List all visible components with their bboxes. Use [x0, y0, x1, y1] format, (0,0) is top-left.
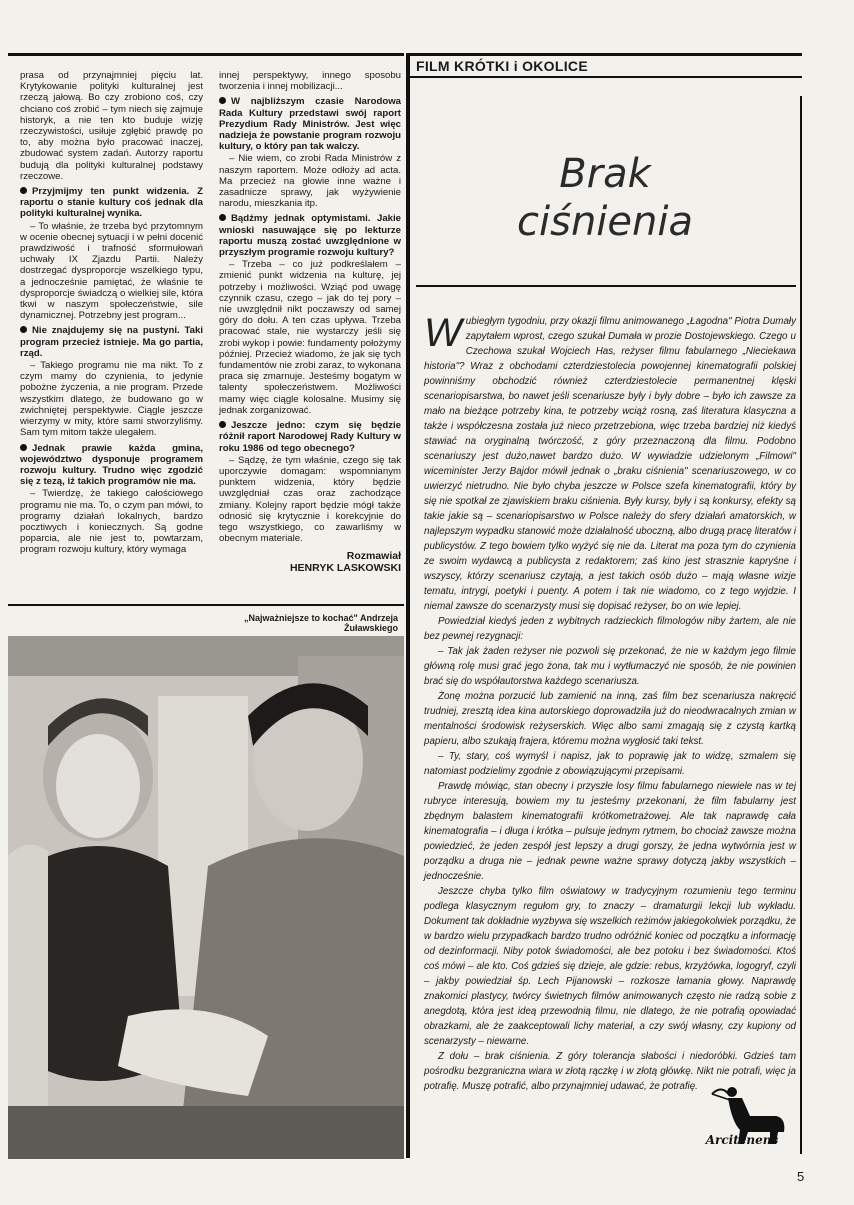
- title-line-1: Brak: [559, 151, 651, 197]
- bullet-icon: [20, 444, 27, 451]
- interview-column-1: [20, 70, 203, 557]
- question: Bądźmy jednak optymistami. Jakie wnioski nasuwające się po lekturze raportu muszą zostać uwzględnione w przyszłym programie rozwoju kultury?: [219, 213, 401, 259]
- centaur-archer-icon: [692, 1082, 792, 1156]
- signature: [219, 550, 401, 574]
- interview-end-rule: [8, 604, 404, 606]
- article-para: Powiedział kiedyś jeden z wybitnych radzieckich filmologów niby żartem, ale nie bez pewnej rezygnacji:: [424, 616, 796, 642]
- arcitenens-logo: [692, 1082, 792, 1156]
- bullet-icon: [219, 214, 226, 221]
- bullet-icon: [219, 97, 226, 104]
- signature-author: HENRYK LASKOWSKI: [289, 562, 401, 575]
- article-para: Jeszcze chyba tylko film oświatowy w tradycyjnym rozumieniu tego terminu podlega klasycznym regułom gry, to znaczy – dramaturgii lekcji lub wykładu. Dokument tak dokładnie wyzbywa się wszelkich reżimów jakiegokolwiek porządku, że w bardzo wielu przypadkach bardzo trudno odróżnić koniec od początku a informację od dezinformacji. Niby potok świadomości, ale bez potoku i bez świadomości. Ktoś coś mówi – ale kto. Coś gdzieś się dzieje, ale gdzie: rebus, krzyżówka, logogryf, czyli – jakby powiedział śp. Lech Pijanowski – rozkosze łamania głowy. Naprawdę znakomici plastycy, twórcy świetnych filmów animowanych często nie radzą sobie z anegdotą, która jest ideą przewodnią filmu, nie dlatego, że nie potrafią opowiadać obrazkami, ale że zaakceptowali lichy materiał, a czy swój własny, czy kupiony od scenarzysty – niewarne.: [424, 886, 796, 1047]
- question: W najbliższym czasie Narodowa Rada Kultury przedstawi swój raport Prezydium Rady Ministrów. Jest więc nadzieja że powstanie program rozwoju kultury, o który pan tak walczy.: [219, 96, 401, 153]
- question: Nie znajdujemy się na pustyni. Taki program przecież istnieje. Ma go partia, rząd.: [20, 325, 203, 359]
- col2-para: – Trzeba – co już podkreślałem – zmienić punkt widzenia na kulturę, jej potrzeby i możliwości. Wziąć pod uwagę czynnik czasu, czego – jak do tej pory – nie uwzględnił nikt poczawszy od samej góry do dołu. A ten czas upływa. Trzeba pracować stale, nie wystarczy jeśli się zrobi wykop i powie: fundamenty położymy później. Przecież wiadomo, że jak się tych fundamentów nie zrobi zaraz, to wykonana praca się zmarnuje. Jesteśmy bogatym w talenty społeczeństwem. Możliwości mamy więc ciągle kolosalne. Musimy się jednak zorganizować.: [219, 259, 401, 416]
- signature-line-1: Rozmawiał: [346, 550, 401, 563]
- col2-para: – Nie wiem, co zrobi Rada Ministrów z naszym raportem. Może odłoży ad acta. Ma przecież na głowie inne ważne i zasadnicze sprawy, jak wyżywienie narodu, mieszkania itp.: [219, 153, 401, 210]
- bullet-icon: [219, 421, 226, 428]
- col1-para: prasa od przynajmniej pięciu lat. Krytykowanie polityki kulturalnej jest rzeczą jałową. Bo czy zrobiono coś, czy chciano coś zrobić – tym niech się zajmuje historyk, a nie ten kto buduje wizję rzeczywistości, usiłuje zgłębić prawdę po to, aby można było pracować inaczej, zbudować system zadań. Autorzy raportu budują dla polityki kulturalnej podstawy rzeczowe.: [20, 70, 203, 182]
- article-para: Z dołu – brak ciśnienia. Z góry tolerancja słabości i niedoróbki. Gdzieś tam pośrodku bezgraniczna wiara w złotą rączkę i w złotą główkę. Nikt nie potrafi, więc ja potrafię. Muszę potrafić, albo przynajmniej udawać, że potrafię.: [424, 1051, 796, 1092]
- question: Jednak prawie każda gmina, województwo dysponuje programem rozwoju kultury. Trudno więc zgodzić się z tezą, iż takich programów nie ma.: [20, 442, 203, 488]
- section-rule: [410, 76, 802, 78]
- interview-column-2: [219, 70, 401, 574]
- article-para: Żonę można porzucić lub zamienić na inną, zaś film bez scenariusza nakręcić trudniej, zresztą idea kina autorskiego doprowadziła już do nieodwracalnych zmian w mentalności środowisk reżyserskich. Więc albo sami zmagają się z czystą kartką papieru, albo szukają frajera, któremu można wygłosić taki tekst.: [424, 691, 796, 747]
- drop-cap: W: [424, 311, 462, 355]
- top-rule-left: [8, 53, 404, 56]
- photo-caption: „Najważniejsze to kochać" Andrzeja Żuławskiego: [244, 613, 398, 633]
- question: Przyjmijmy ten punkt widzenia. Z raportu o stanie kultury coś jednak dla polityki kulturalnej wynika.: [20, 186, 203, 220]
- col2-para: – Sądzę, że tym właśnie, czego się tak uporczywie domagam: wspomnianym punktem widzenia, który będzie uwzględniał czas oraz zachodzące zmiany. Kolejny raport będzie mógł także odnosić się krytycznie i korekcyjnie do tego wszystkiego, co zawarliśmy w obecnym materiale.: [219, 454, 401, 545]
- article-para: – Tak jak żaden reżyser nie pozwoli się przekonać, że nie w każdym jego filmie główną rolę musi grać jego żona, tak mu i wytłumaczyć nie sposób, że nie powinien brać się do współautorstwa każdego scenariusza.: [424, 646, 796, 687]
- article-para-first: Wubiegłym tygodniu, przy okazji filmu animowanego „Łagodna" Piotra Dumały zapytałem wprost, czego szukał Dumała w prozie Dostojewskiego. Czego u Czechowa szukał Wojciech Has, reżyser filmu fabularnego „Nieciekawa historia"? Wraz z obchodami czterdziestolecia powojennej kinematografii polskiej powinniśmy obchodzić również czterdziestolecie permanentnej klęski scenariopisarstwa, bo nawet jeśli scenariusze były i były dobre – było ich zawsze za mało na bieżące potrzeby kina, te potrzeby wciąż rosną, zaś literatura klasyczna a także i współczesna została już nieco przetrzebiona, więc trzeba bardziej niż kiedyś stawiać na oryginalną twórczość, z góry przeznaczoną dla filmu. Podobno scenariuszy jest dużo,nawet bardzo dużo. W wywiadzie udzielonym „Filmowi" wiceminister Jerzy Bajdor mówił jednak o „braku ciśnienia" scenariuszowego, w co uwierzyć nietrudno. Nie było chyba jeszcze w Polsce szefa kinematografii, który by się nie spotkał ze zjawiskiem braku ciśnienia. Były kursy, były i są konkursy, efekty są takie jakie są – scenariopisarstwo w Polsce należy do sfery działań amatorskich, w najlepszym wypadku stanowić może działalność uboczną, albo drugą pracę literatów i publicystów. Z tego bowiem tylko wyżyć się nie da. Literat ma poza tym do czynienia ze swoim wydawcą a publicysta z redaktorem; zaś kino jest strasznie kapryśne i wszyscy, którzy scenariusz czytają, a jest takich osób dużo – mają własne wizje tematu, intrygi, poetyki i puenty. A potem i tak nie wiadomo, co z tego wyjdzie. I niemal zawsze do scenarzysty musi się dopisać reżyser, bo on wie lepiej.: [424, 311, 796, 612]
- article-para: – Ty, stary, coś wymyśl i napisz, jak to poprawię jak to widzę, szmalem się natomiast podzielimy zgodnie z obowiązującymi przepisami.: [424, 751, 796, 777]
- film-still-illustration: [8, 636, 404, 1159]
- article-para: Prawdę mówiąc, stan obecny i przyszłe losy filmu fabularnego niewiele nas w tej rubryce interesują, bowiem my tu jesteśmy przekonani, że film fabularny jest zbędnym balastem kinematografii krótkometrażowej. Ale tak naprawdę cała kinematografia – i długa i krótka – pulsuje jednym rytmem, bo chociaż zawsze można powiedzieć, że jeden zespół jest lepszy a drugi gorszy, że jedna wytwórnia jest w porządku a druga nie – jednak pewne ważne sprawy dotyczą jakby wszystkich – jednocześnie.: [424, 781, 796, 882]
- question: Jeszcze jedno: czym się będzie różnił raport Narodowej Rady Kultury w roku 1986 od tego obecnego?: [219, 420, 401, 454]
- film-still-photo: [8, 636, 404, 1159]
- title-line-2: ciśnienia: [517, 199, 693, 245]
- right-rule: [800, 96, 802, 1154]
- article-body: [424, 311, 796, 1094]
- title-rule: [416, 285, 796, 287]
- page-number: 5: [797, 1169, 805, 1184]
- article-title: [440, 150, 770, 246]
- col1-para: – Twierdzę, że takiego całościowego programu nie ma. To, o czym pan mówi, to programy działań lokalnych, bardzo pocztiwych i koniecznych. Są godne poparcia, ale nie jest to, powtarzam, program rozwoju kultury, który wymaga: [20, 488, 203, 556]
- top-rule-right: [410, 53, 802, 56]
- vertical-rule: [406, 53, 410, 1158]
- logo-text: Arcitenens: [705, 1133, 779, 1147]
- col2-para: innej perspektywy, innego sposobu tworzenia i innej mobilizacji...: [219, 70, 401, 93]
- col1-para: – To właśnie, że trzeba być przytomnym w ocenie obecnej sytuacji i w pełni docenić prawdziwość i trafność sformułowań uchwały IX Zjazdu Partii. Należy dostrzegać dysproporcje wszelkiego typu, a jednocześnie pamiętać, że właśnie te dysproporcje świadczą o wielkiej sile, która tkwi w naszym społeczeństwie, sile dynamicznej. Potrzebny jest program...: [20, 220, 203, 322]
- col1-para: – Takiego programu nie ma nikt. To z czym mamy do czynienia, to jedynie pobożne życzenia, a nie program. Przede wszystkim dlatego, że budowano go w zwichniętej perspektywie. Ciągle jeszcze wierzymy w mity, które sami stworzyliśmy. Sam tym mitom także ulegałem.: [20, 360, 203, 439]
- bullet-icon: [20, 326, 27, 333]
- section-heading: FILM KRÓTKI i OKOLICE: [416, 58, 588, 74]
- bullet-icon: [20, 187, 27, 194]
